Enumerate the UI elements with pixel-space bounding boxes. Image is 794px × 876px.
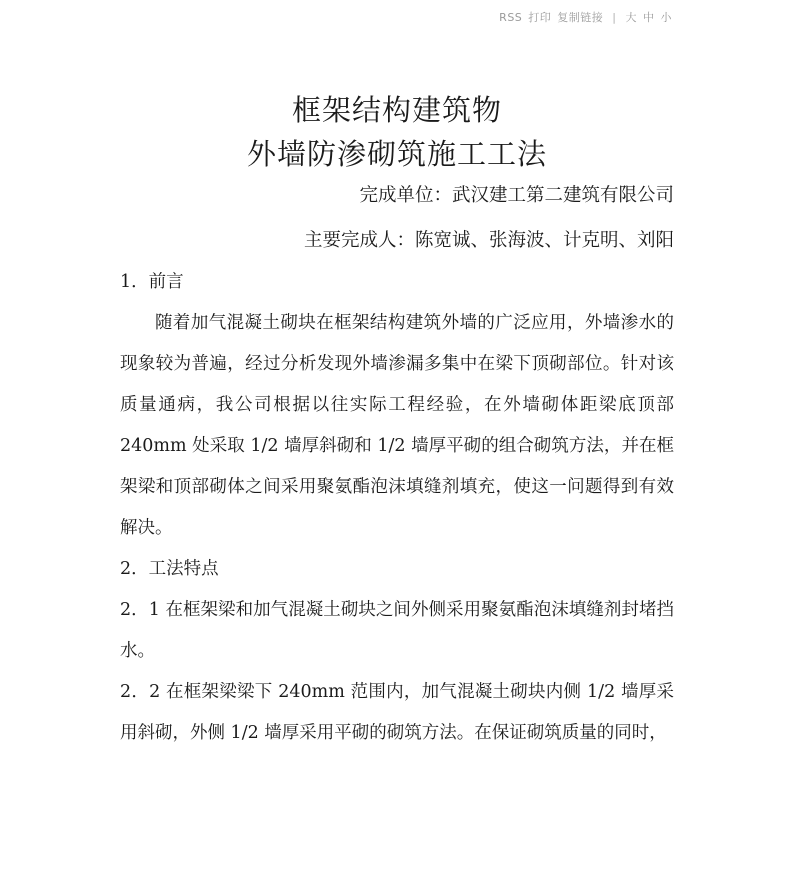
page-toolbar xyxy=(499,9,672,25)
rss-link[interactable]: RSS xyxy=(499,10,523,24)
document-title-line2: 外墙防渗砌筑施工工法 xyxy=(246,137,547,171)
completion-unit: 完成单位：武汉建工第二建筑有限公司 xyxy=(359,185,674,206)
document-title-line1: 框架结构建筑物 xyxy=(291,93,502,127)
section-1-heading: 1．前言 xyxy=(120,272,184,292)
copy-link-link[interactable]: 复制链接 xyxy=(557,11,604,24)
font-size-large-link[interactable]: 大 xyxy=(625,11,637,24)
item-2-1: 2．1 在框架梁和加气混凝土砌块之间外侧采用聚氨酯泡沫填缝剂封堵挡水。 xyxy=(120,600,674,661)
document-body xyxy=(120,262,674,754)
font-size-small-link[interactable]: 小 xyxy=(660,11,672,24)
print-link[interactable]: 打印 xyxy=(528,11,552,24)
toolbar-separator: | xyxy=(612,10,617,24)
section-2-heading: 2．工法特点 xyxy=(120,559,219,579)
section-1-paragraph: 随着加气混凝土砌块在框架结构建筑外墙的广泛应用，外墙渗水的现象较为普遍，经过分析发现外墙渗漏多集中在梁下顶砌部位。针对该质量通病，我公司根据以往实际工程经验，在外墙砌体距梁底顶部 240mm 处采取 1/2 墙厚斜砌和 1/2 墙厚平砌的组合砌筑方法，并在框架梁和顶部砌体之间采用聚氨酯泡沫填缝剂填充，使这一问题得到有效解决。 xyxy=(120,313,674,538)
font-size-medium-link[interactable]: 中 xyxy=(643,11,655,24)
item-2-2: 2．2 在框架梁梁下 240mm 范围内，加气混凝土砌块内侧 1/2 墙厚采用斜砌，外侧 1/2 墙厚采用平砌的砌筑方法。在保证砌筑质量的同时， xyxy=(120,682,674,743)
main-authors: 主要完成人：陈宽诚、张海波、计克明、刘阳 xyxy=(303,230,674,251)
